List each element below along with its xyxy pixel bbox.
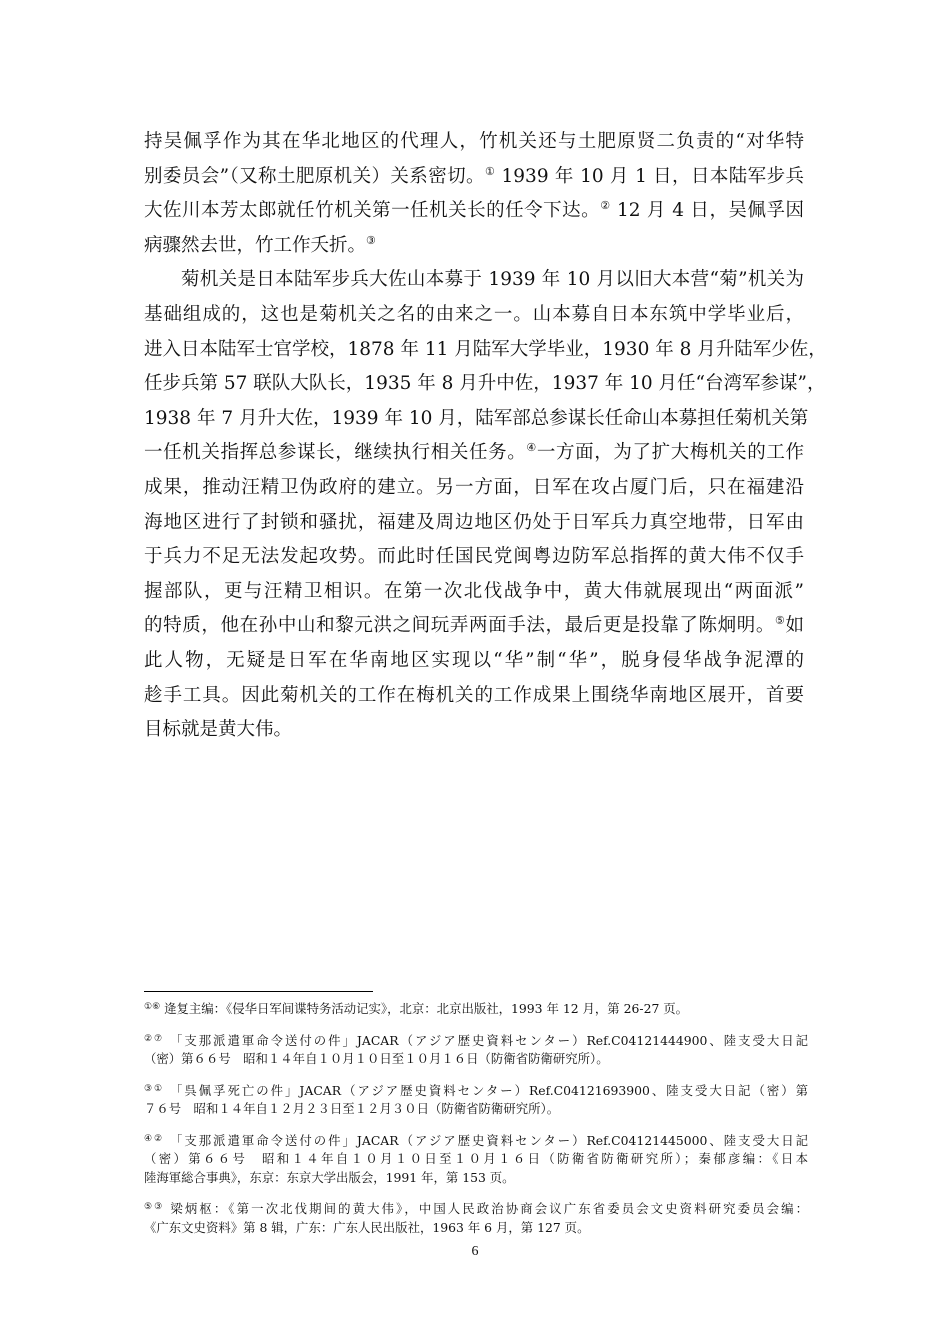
body-line: 此人物，无疑是日军在华南地区实现以“华”制“华”，脱身侵华战争泥潭的 [144, 649, 804, 671]
footnote-line: ④② 「支那派遣軍命令送付の件」JACAR（アジア歴史資料センター）Ref.C04121445000、陸支受大日記 [144, 1132, 808, 1148]
footnote-line: ①⑥ 逄复主编：《侵华日军间谍特务活动记实》，北京：北京出版社，1993 年 12 月，第 26-27 页。 [144, 1001, 689, 1016]
footnote [144, 1132, 808, 1188]
footnote [144, 1032, 808, 1069]
footnote-line: ⑤③ 梁炳枢：《第一次北伐期间的黄大伟》，中国人民政治协商会议广东省委员会文史资料研究委员会编： [144, 1201, 808, 1216]
footnote-mark: ④② [144, 1133, 165, 1144]
footnote-line: 《广东文史资料》第 8 辑，广东：广东人民出版社，1963 年 6 月，第 127 页。 [144, 1219, 590, 1235]
footnote-line: （密）第６６号 昭和１４年自１０月１０日至１０月１６日（防衛省防衛研究所）；秦郁彦编：《日本 [144, 1151, 808, 1166]
body-line: 任步兵第 57 联队大队长，1935 年 8 月升中佐，1937 年 10 月任“台湾军参谋”， [144, 373, 826, 395]
footnote-ref[interactable]: ④ [526, 441, 537, 455]
page-number: 6 [471, 1244, 479, 1259]
footnote-mark: ⑤③ [144, 1202, 165, 1212]
body-line: 握部队，更与汪精卫相识。在第一次北伐战争中，黄大伟就展现出“两面派” [144, 580, 804, 602]
body-line: 1938 年 7 月升大佐，1939 年 10 月，陆军部总参谋长任命山本募担任菊机关第 [144, 407, 809, 429]
body-line: 大佐川本芳太郎就任竹机关第一任机关长的任令下达。② 12 月 4 日，吴佩孚因 [144, 199, 804, 222]
body-text [144, 125, 827, 748]
footnote-line: 陸海軍総合事典》，东京：东京大学出版会，1991 年，第 153 页。 [144, 1169, 515, 1185]
body-line: 海地区进行了封锁和骚扰，福建及周边地区仍处于日军兵力真空地带，日军由 [144, 511, 804, 533]
body-line: 进入日本陆军士官学校，1878 年 11 月陆军大学毕业，1930 年 8 月升陆军少佐， [144, 338, 827, 360]
body-line: 趁手工具。因此菊机关的工作在梅机关的工作成果上围绕华南地区展开，首要 [144, 684, 804, 706]
body-line: 菊机关是日本陆军步兵大佐山本募于 1939 年 10 月以旧大本营“菊”机关为 [181, 269, 804, 291]
footnote-mark: ③① [144, 1083, 165, 1094]
footnote-ref[interactable]: ② [600, 199, 611, 213]
footnote-line: ７６号 昭和１４年自１２月２３日至１２月３０日（防衛省防衛研究所）。 [144, 1101, 560, 1116]
footnote-ref[interactable]: ③ [366, 233, 376, 247]
body-line: 别委员会”（又称土肥原机关）关系密切。① 1939 年 10 月 1 日，日本陆军步兵 [144, 164, 804, 187]
body-line: 目标就是黄大伟。 [144, 719, 293, 741]
footnote-separator [144, 991, 373, 992]
footnote-mark: ①⑥ [144, 1002, 161, 1012]
body-line: 的特质，他在孙中山和黎元洪之间玩弄两面手法，最后更是投靠了陈炯明。⑤如 [144, 614, 804, 637]
footnote-mark: ②⑦ [144, 1033, 165, 1044]
body-line: 成果，推动汪精卫伪政府的建立。另一方面，日军在攻占厦门后，只在福建沿 [144, 476, 804, 498]
footnote [144, 1082, 808, 1119]
footnote-ref[interactable]: ⑤ [774, 614, 786, 628]
footnote-ref[interactable]: ① [484, 164, 496, 178]
body-line: 持吴佩孚作为其在华北地区的代理人，竹机关还与土肥原贤二负责的“对华特 [144, 131, 804, 152]
body-line: 基础组成的，这也是菊机关之名的由来之一。山本募自日本东筑中学毕业后， [144, 303, 804, 325]
footnote-line: ③① 「呉佩孚死亡の件」JACAR（アジア歴史資料センター）Ref.C04121693900、陸支受大日記（密）第 [144, 1082, 808, 1098]
footnote [144, 1200, 808, 1237]
body-line: 病骤然去世，竹工作夭折。③ [144, 233, 376, 256]
footnote-line: （密）第６６号 昭和１４年自１０月１０日至１０月１６日（防衛省防衛研究所）。 [144, 1051, 609, 1066]
footnote-line: ②⑦ 「支那派遣軍命令送付の件」JACAR（アジア歴史資料センター）Ref.C04121444900、陸支受大日記 [144, 1032, 808, 1048]
footnote [144, 1000, 808, 1019]
body-line: 一任机关指挥总参谋长，继续执行相关任务。④一方面，为了扩大梅机关的工作 [144, 441, 804, 464]
footnotes [144, 1000, 808, 1250]
body-line: 于兵力不足无法发起攻势。而此时任国民党闽粤边防军总指挥的黄大伟不仅手 [144, 546, 804, 568]
